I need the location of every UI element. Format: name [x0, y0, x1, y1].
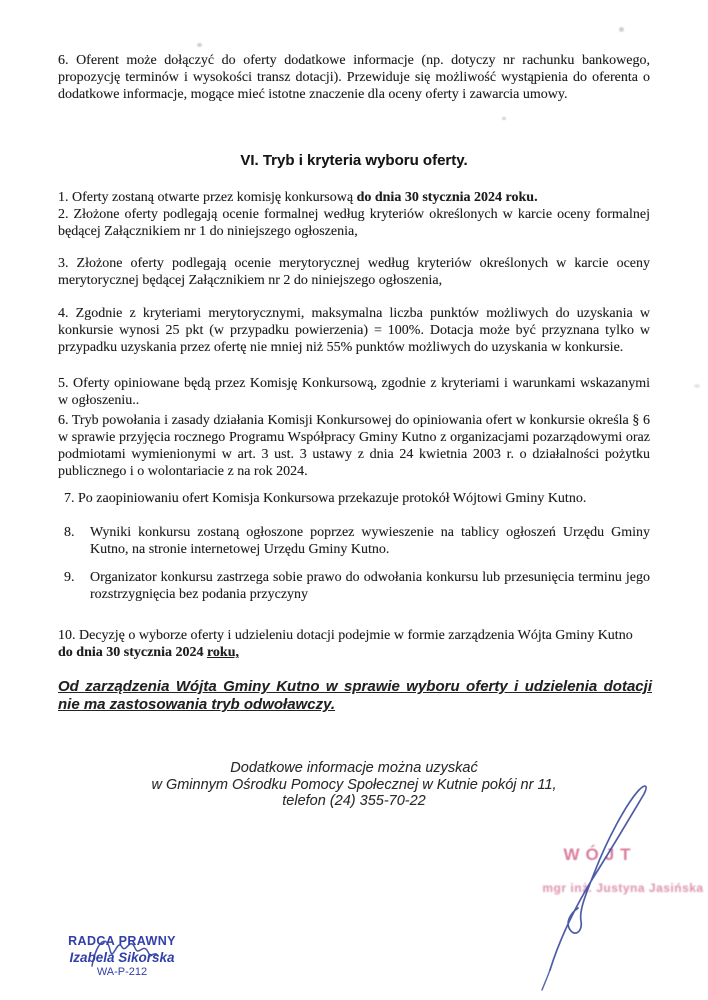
list-item-7: 7. Po zaopiniowaniu ofert Komisja Konkursowa przekazuje protokół Wójtowi Gminy Kutno.	[64, 491, 587, 506]
list-item-1-bold-date: do dnia 30 stycznia 2024 roku.	[356, 190, 538, 205]
wojt-signature-ink	[520, 778, 700, 993]
wojt-stamp-title: WÓJT	[563, 845, 637, 864]
list-item-1	[58, 189, 650, 206]
list-item-6: 6. Tryb powołania i zasady działania Komisji Konkursowej do opiniowania ofert w konkursie określa § 6 w sprawie przyjęcia rocznego Programu Współpracy Gminy Kutno z organizacjami pozarządowymi oraz podmiotami wymienionymi w art. 3 ust. 3 ustawy z dnia 24 kwietnia 2003 r. o działalności pożytku publicznego i o wolontariacie z na rok 2024.	[58, 413, 650, 479]
list-item-1-text: 1. Oferty zostaną otwarte przez komisję konkursową	[58, 190, 357, 205]
list-item-10-bold-date: do dnia 30 stycznia 2024	[58, 645, 207, 660]
wojt-stamp-name: mgr inż. Justyna Jasińska	[542, 881, 704, 895]
scan-speck	[619, 27, 624, 32]
paragraph-intro: 6. Oferent może dołączyć do oferty dodatkowe informacje (np. dotyczy nr rachunku bankowego, propozycję terminów i wysokości transz dotacji). Przewiduje się możliwość wystąpienia do oferenta o dodatkowe informacje, mogące mieć istotne znaczenie dla oceny oferty i zawarcia umowy.	[58, 53, 650, 102]
contact-info-line3: telefon (24) 355-70-22	[282, 793, 426, 809]
list-item-8-text: Wyniki konkursu zostaną ogłoszone poprzez wywieszenie na tablicy ogłoszeń Urzędu Gminy Kutno, na stronie internetowej Urzędu Gminy Kutno.	[90, 525, 650, 557]
section-heading: VI. Tryb i kryteria wyboru oferty.	[240, 152, 468, 169]
list-item-8	[64, 524, 650, 558]
scan-speck	[197, 43, 202, 47]
contact-info-line1: Dodatkowe informacje można uzyskać	[230, 760, 478, 776]
list-item-10	[58, 627, 650, 661]
legal-signature-ink	[78, 922, 198, 982]
legal-stamp-number: WA-P-212	[96, 966, 148, 978]
list-item-3: 3. Złożone oferty podlegają ocenie merytorycznej według kryteriów określonych w karcie oceny merytorycznej będącej Załącznikiem nr 2 do niniejszego ogłoszenia,	[58, 256, 650, 288]
list-item-10-bold-underlined: roku,	[206, 645, 240, 660]
list-item-5: 5. Oferty opiniowane będą przez Komisję Konkursową, zgodnie z kryteriami i warunkami wskazanymi w ogłoszeniu..	[58, 376, 650, 408]
legal-stamp-title: RADCA PRAWNY	[68, 934, 176, 948]
contact-info-line2: w Gminnym Ośrodku Pomocy Społecznej w Kutnie pokój nr 11,	[151, 776, 557, 793]
list-item-9-number: 9.	[64, 570, 75, 585]
appeal-note: Od zarządzenia Wójta Gminy Kutno w sprawie wyboru oferty i udzielenia dotacji nie ma zastosowania tryb odwoławczy.	[58, 678, 652, 713]
list-item-9	[64, 569, 650, 603]
scan-speck	[502, 117, 506, 120]
list-item-10-text: 10. Decyzję o wyborze oferty i udzieleniu dotacji podejmie w formie zarządzenia Wójta Gminy Kutno	[58, 628, 633, 643]
list-item-9-text: Organizator konkursu zastrzega sobie prawo do odwołania konkursu lub przesunięcia terminu jego rozstrzygnięcia bez podania przyczyny	[90, 570, 650, 602]
list-item-8-number: 8.	[64, 525, 75, 540]
list-item-4: 4. Zgodnie z kryteriami merytorycznymi, maksymalna liczba punktów możliwych do uzyskania w konkursie wynosi 25 pkt (w przypadku powierzenia) = 100%. Dotacja może być przyznana tylko w przypadku uzyskania przez ofertę nie mniej niż 55% punktów możliwych do uzyskania w konkursie.	[58, 306, 650, 355]
legal-stamp-name: Izabela Sikorska	[69, 950, 175, 965]
list-item-2: 2. Złożone oferty podlegają ocenie formalnej według kryteriów określonych w karcie oceny formalnej będącej Załącznikiem nr 1 do niniejszego ogłoszenia,	[58, 207, 650, 239]
scan-speck	[694, 384, 700, 388]
